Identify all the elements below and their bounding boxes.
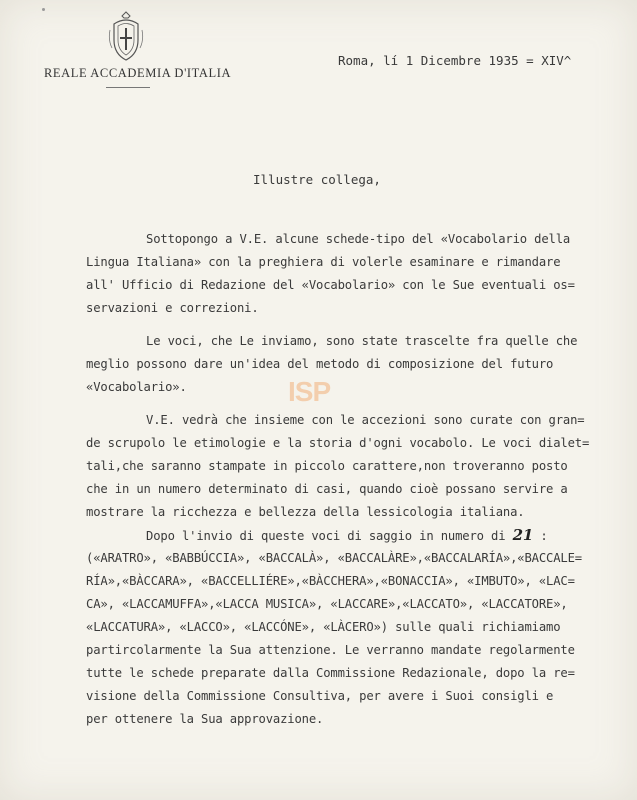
body-line: CA», «LACCAMUFFA»,«LACCA MUSICA», «LACCARE»,«LACCATO», «LACCATORE», <box>86 597 568 611</box>
royal-crest-icon <box>106 10 146 62</box>
salutation: Illustre collega, <box>253 172 381 187</box>
body-line: partircolarmente la Sua attenzione. Le verranno mandate regolarmente <box>86 643 575 657</box>
body-line: Lingua Italiana» con la preghiera di volerle esaminare e rimandare <box>86 255 561 269</box>
letterhead-rule <box>106 87 150 88</box>
body-line: RÍA»,«BÀCCARA», «BACCELLIÉRE»,«BÀCCHERA»,«BONACCIA», «IMBUTO», «LAC= <box>86 574 575 588</box>
body-line: Le voci, che Le inviamo, sono state trascelte fra quelle che <box>146 334 578 348</box>
body-line: «Vocabolario». <box>86 380 187 394</box>
body-line: de scrupolo le etimologie e la storia d'ogni vocabolo. Le voci dialet= <box>86 436 590 450</box>
body-line: tutte le schede preparate dalla Commissione Redazionale, dopo la re= <box>86 666 575 680</box>
body-text: : <box>533 529 548 543</box>
body-line: tali,che saranno stampate in piccolo carattere,non troveranno posto <box>86 459 568 473</box>
handwritten-number: 21 <box>512 526 534 544</box>
body-line: V.E. vedrà che insieme con le accezioni sono curate con gran= <box>146 413 585 427</box>
body-line: meglio possono dare un'idea del metodo di composizione del futuro <box>86 357 554 371</box>
body-line <box>86 524 586 547</box>
body-line: visione della Commissione Consultiva, per avere i Suoi consigli e <box>86 689 554 703</box>
body-line: «LACCATURA», «LACCO», «LACCÓNE», «LÀCERO») sulle quali richiamiamo <box>86 620 561 634</box>
body-line: Sottopongo a V.E. alcune schede-tipo del «Vocabolario della <box>146 232 571 246</box>
body-line: servazioni e correzioni. <box>86 301 259 315</box>
institution-name: REALE ACCADEMIA D'ITALIA <box>44 66 232 80</box>
watermark-stamp: ISP <box>288 376 331 407</box>
ink-spot <box>42 8 45 11</box>
body-line: («ARATRO», «BABBÚCCIA», «BACCALÀ», «BACCALÀRE»,«BACCALARÍA»,«BACCALE= <box>86 551 582 565</box>
body-text: Dopo l'invio di queste voci di saggio in numero di <box>146 529 513 543</box>
dateline: Roma, lí 1 Dicembre 1935 = XIV^ <box>338 53 572 68</box>
body-line: che in un numero determinato di casi, quando cioè possano servire a <box>86 482 568 496</box>
letter-body <box>86 228 590 731</box>
body-line: per ottenere la Sua approvazione. <box>86 712 324 726</box>
body-line: all' Ufficio di Redazione del «Vocabolario» con le Sue eventuali os= <box>86 278 575 292</box>
body-line: mostrare la ricchezza e bellezza della lessicologia italiana. <box>86 505 525 519</box>
